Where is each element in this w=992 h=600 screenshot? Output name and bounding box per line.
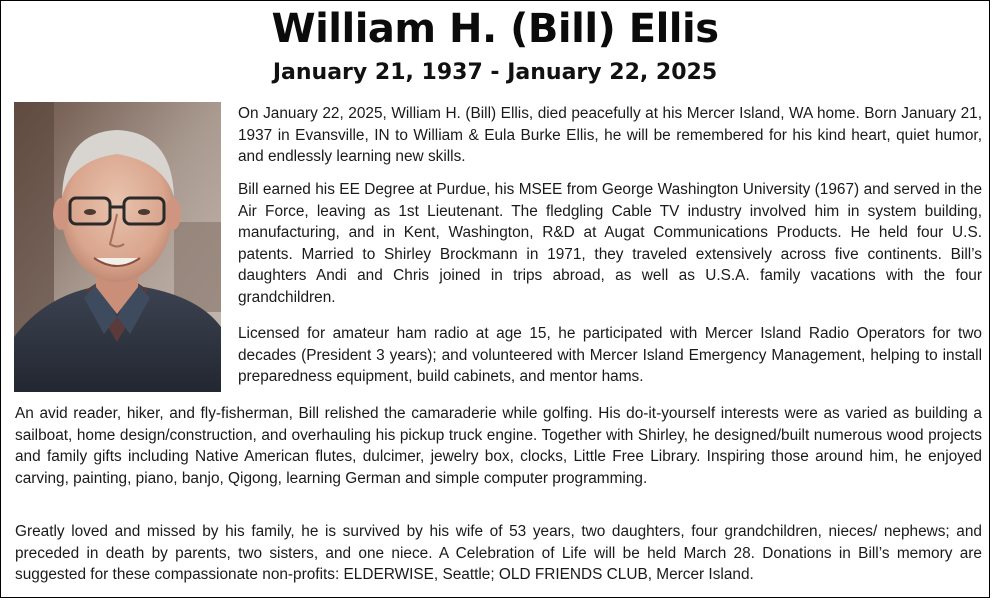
obituary-name: William H. (Bill) Ellis xyxy=(271,6,719,52)
paragraph-career: Bill earned his EE Degree at Purdue, his MSEE from George Washington University (1967) and served in the Air Force, leaving as 1st Lieutenant. The fledgling Cable TV industry involved him in system building, manufacturing, and in Kent, Washington, R&D at Augat Communications Products. He held four U.S. patents. Married to Shirley Brockmann in 1971, they traveled extensively across five continents. Bill’s daughters Andi and Chris joined in trips abroad, as well as U.S.A. family vacations with the four grandchildren. xyxy=(238,181,982,306)
paragraph-survivors: Greatly loved and missed by his family, he is survived by his wife of 53 years, two daughters, four grandchildren, nieces/ nephews; and preceded in death by parents, two sisters, and one niece. A Celebration of Life will be held March 28. Donations in Bill’s memory are suggested for these compassionate non-profits: ELDERWISE, Seattle; OLD FRIENDS CLUB, Mercer Island. xyxy=(15,523,982,584)
paragraph-hobbies: An avid reader, hiker, and fly-fisherman, Bill relished the camaraderie while golfing. His do-it-yourself interests were as varied as building a sailboat, home design/construction, and overhauling his pickup truck engine. Together with Shirley, he designed/built numerous wood projects and family gifts including Native American flutes, dulcimer, jewelry box, clocks, Little Free Library. Inspiring those around him, he enjoyed carving, painting, piano, banjo, Qigong, learning German and simple computer programming. xyxy=(15,405,982,487)
paragraph-ham-radio: Licensed for amateur ham radio at age 15, he participated with Mercer Island Radio Operators for two decades (President 3 years); and volunteered with Mercer Island Emergency Management, helping to install preparedness equipment, build cabinets, and mentor hams. xyxy=(238,325,982,386)
obituary-dates: January 21, 1937 - January 22, 2025 xyxy=(272,60,718,85)
paragraph-intro: On January 22, 2025, William H. (Bill) Ellis, died peacefully at his Mercer Island, WA home. Born January 21, 1937 in Evansville, IN to William & Eula Burke Ellis, he will be remembered for his kind heart, quiet humor, and endlessly learning new skills. xyxy=(238,105,982,166)
portrait-photo xyxy=(14,102,221,392)
